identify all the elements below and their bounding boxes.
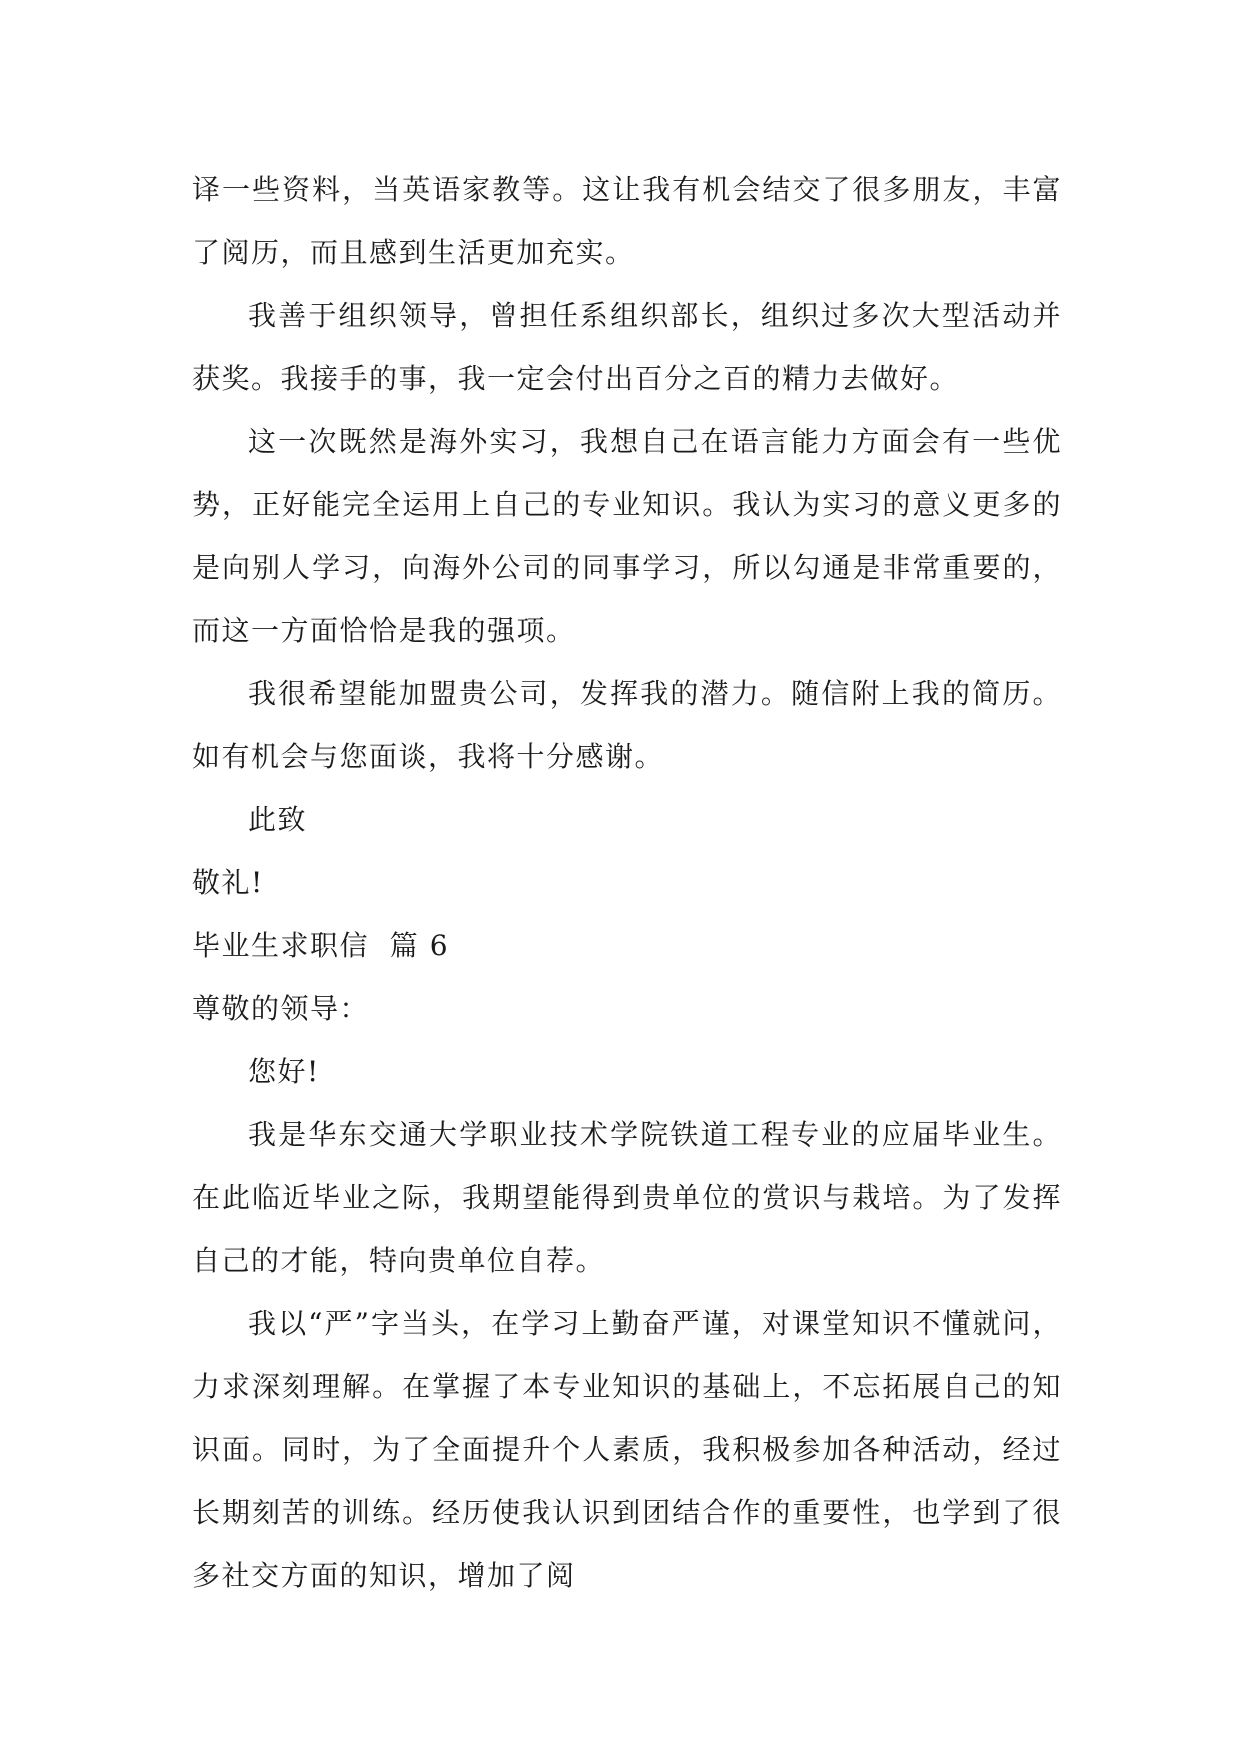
paragraph: 这一次既然是海外实习，我想自己在语言能力方面会有一些优势，正好能完全运用上自己的专业知识。我认为实习的意义更多的是向别人学习，向海外公司的同事学习，所以勾通是非常重要的，而这一方面恰恰是我的强项。 xyxy=(192,425,1062,647)
paragraph: 我很希望能加盟贵公司，发挥我的潜力。随信附上我的简历。如有机会与您面谈，我将十分感谢。 xyxy=(192,677,1062,773)
paragraph: 我以“严”字当头，在学习上勤奋严谨，对课堂知识不懂就问，力求深刻理解。在掌握了本专业知识的基础上，不忘拓展自己的知识面。同时，为了全面提升个人素质，我积极参加各种活动，经过长期刻苦的训练。经历使我认识到团结合作的重要性，也学到了很多社交方面的知识，增加了阅 xyxy=(192,1307,1062,1592)
closing-line: 此致 xyxy=(248,803,308,836)
section-title: 毕业生求职信 篇 6 xyxy=(192,929,450,962)
regards-line: 敬礼! xyxy=(192,866,264,899)
document-page xyxy=(192,158,1062,1607)
paragraph: 我是华东交通大学职业技术学院铁道工程专业的应届毕业生。在此临近毕业之际，我期望能得到贵单位的赏识与栽培。为了发挥自己的才能，特向贵单位自荐。 xyxy=(192,1118,1062,1277)
greeting: 尊敬的领导： xyxy=(192,992,370,1025)
hello-line: 您好! xyxy=(248,1055,320,1088)
paragraph: 译一些资料，当英语家教等。这让我有机会结交了很多朋友，丰富了阅历，而且感到生活更加充实。 xyxy=(192,173,1062,269)
paragraph: 我善于组织领导，曾担任系组织部长，组织过多次大型活动并获奖。我接手的事，我一定会付出百分之百的精力去做好。 xyxy=(192,299,1062,395)
